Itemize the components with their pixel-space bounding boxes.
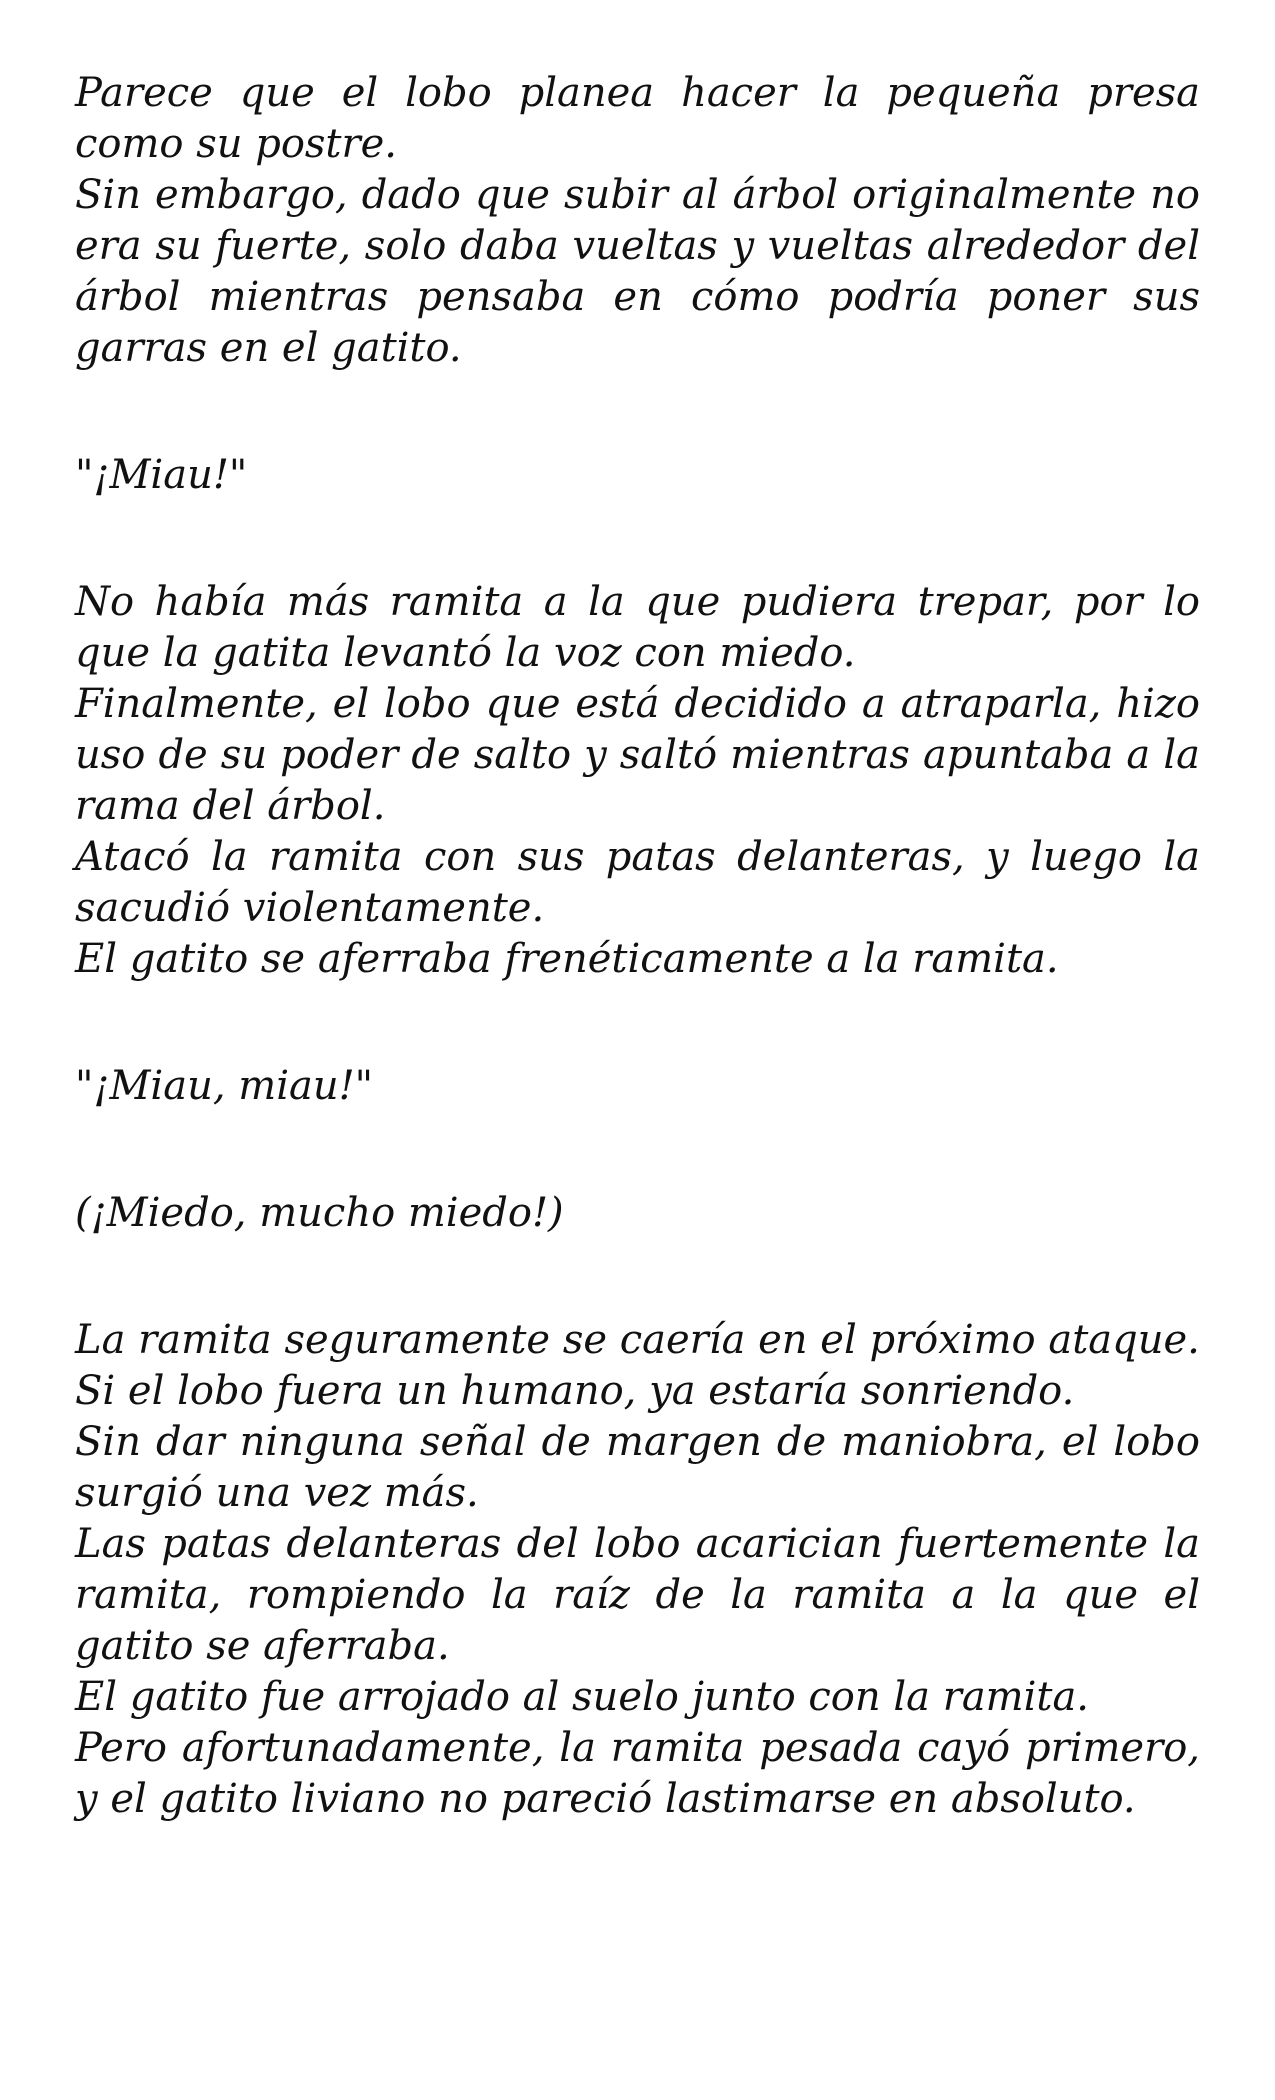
paragraph-gap <box>75 374 1200 450</box>
dialogue-text: "¡Miau!" <box>75 452 248 498</box>
text-line: Finalmente, el lobo que está decidido a atraparla, hizo uso de su poder de salto y saltó mientras apuntaba a la rama del árbol. <box>75 681 1200 829</box>
paragraph-gap <box>75 985 1200 1061</box>
text-line: Pero afortunadamente, la ramita pesada cayó primero, y el gatito liviano no pareció lastimarse en absoluto. <box>75 1725 1200 1822</box>
dialogue-line <box>75 450 1200 501</box>
paragraph-gap <box>75 1112 1200 1188</box>
text-line: Atacó la ramita con sus patas delanteras, y luego la sacudió violentamente. <box>75 834 1200 931</box>
text-line: El gatito fue arrojado al suelo junto con la ramita. <box>75 1674 1090 1720</box>
text-line: Parece que el lobo planea hacer la pequeña presa como su postre. <box>75 70 1200 167</box>
text-line: Sin embargo, dado que subir al árbol originalmente no era su fuerte, solo daba vueltas y vueltas alrededor del árbol mientras pensaba en cómo podría poner sus garras en el gatito. <box>75 172 1200 371</box>
dialogue-text: "¡Miau, miau!" <box>75 1063 374 1109</box>
text-line: Sin dar ninguna señal de margen de maniobra, el lobo surgió una vez más. <box>75 1419 1200 1516</box>
paragraph <box>75 577 1200 985</box>
document-page <box>75 68 1200 1825</box>
paragraph-gap <box>75 1239 1200 1315</box>
text-line: No había más ramita a la que pudiera trepar, por lo que la gatita levantó la voz con miedo. <box>75 579 1200 676</box>
paragraph <box>75 68 1200 374</box>
dialogue-line <box>75 1188 1200 1239</box>
text-line: La ramita seguramente se caería en el próximo ataque. <box>75 1317 1200 1363</box>
dialogue-line <box>75 1061 1200 1112</box>
paragraph-gap <box>75 501 1200 577</box>
text-line: Las patas delanteras del lobo acarician fuertemente la ramita, rompiendo la raíz de la ramita a la que el gatito se aferraba. <box>75 1521 1200 1669</box>
text-line: El gatito se aferraba frenéticamente a la ramita. <box>75 936 1059 982</box>
paragraph <box>75 1315 1200 1825</box>
text-line: Si el lobo fuera un humano, ya estaría sonriendo. <box>75 1368 1075 1414</box>
dialogue-text: (¡Miedo, mucho miedo!) <box>75 1190 564 1236</box>
